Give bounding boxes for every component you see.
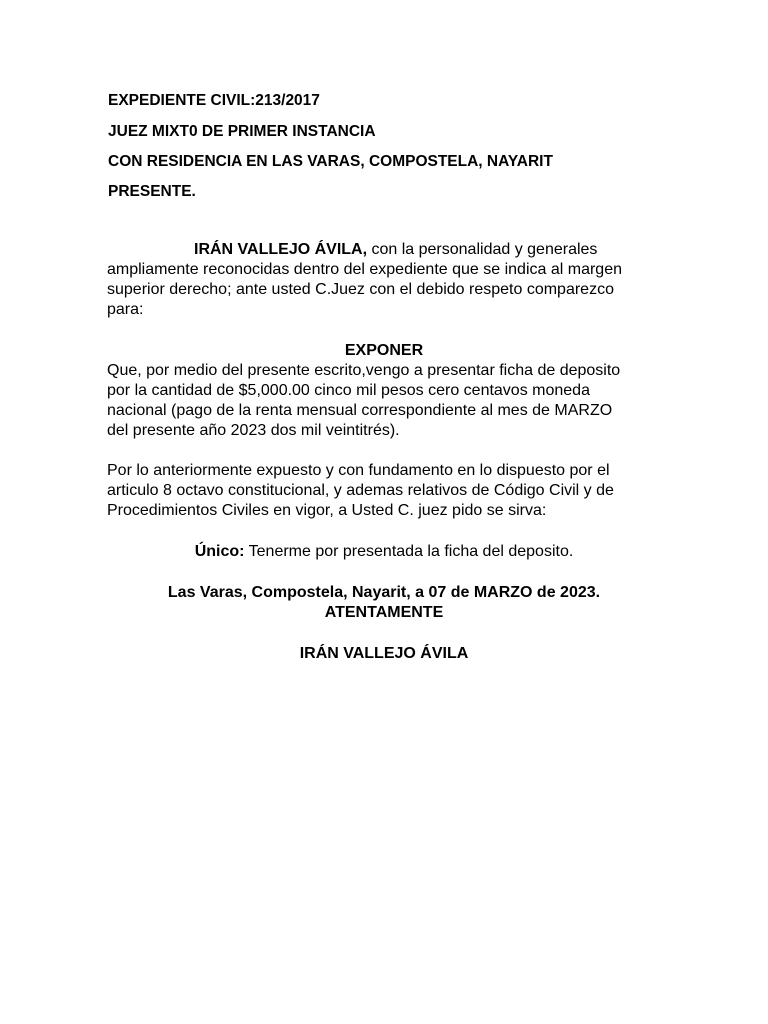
- header-case-number: EXPEDIENTE CIVIL:213/2017: [108, 92, 320, 109]
- fundamento-paragraph: [107, 461, 667, 521]
- header-residence: CON RESIDENCIA EN LAS VARAS, COMPOSTELA, NAYARIT: [108, 153, 553, 170]
- header-presente: PRESENTE.: [108, 183, 196, 200]
- exponer-paragraph: [107, 361, 667, 441]
- exponer-line3: nacional (pago de la renta mensual correspondiente al mes de MARZO: [107, 402, 613, 419]
- intro-paragraph: [107, 240, 667, 320]
- signature-name: IRÁN VALLEJO ÁVILA: [299, 645, 469, 662]
- exponer-line1: Que, por medio del presente escrito,vengo a presentar ficha de deposito: [107, 362, 621, 379]
- unico-text: Tenerme por presentada la ficha del deposito.: [244, 543, 574, 560]
- exponer-heading: EXPONER: [344, 342, 424, 359]
- intro-name: IRÁN VALLEJO ÁVILA,: [194, 241, 368, 258]
- intro-line3: superior derecho; ante usted C.Juez con el debido respeto comparezco: [107, 281, 614, 298]
- exponer-line4: del presente año 2023 dos mil veintitrés).: [107, 422, 400, 439]
- unico-petition: [0, 542, 768, 562]
- intro-line4: para:: [107, 301, 144, 318]
- exponer-line2: por la cantidad de $5,000.00 cinco mil pesos cero centavos moneda: [107, 382, 590, 399]
- closing-place-date: Las Varas, Compostela, Nayarit, a 07 de MARZO de 2023.: [167, 584, 601, 601]
- unico-label: Único:: [194, 543, 245, 560]
- header-judge: JUEZ MIXT0 DE PRIMER INSTANCIA: [108, 123, 376, 140]
- fundamento-line3: Procedimientos Civiles en vigor, a Usted C. juez pido se sirva:: [107, 502, 547, 519]
- fundamento-line2: articulo 8 octavo constitucional, y ademas relativos de Código Civil y de: [107, 482, 614, 499]
- fundamento-line1: Por lo anteriormente expuesto y con fundamento en lo dispuesto por el: [107, 462, 610, 479]
- intro-line1: con la personalidad y generales: [367, 241, 598, 258]
- closing-atentamente: ATENTAMENTE: [324, 604, 444, 621]
- intro-line2: ampliamente reconocidas dentro del expediente que se indica al margen: [107, 261, 622, 278]
